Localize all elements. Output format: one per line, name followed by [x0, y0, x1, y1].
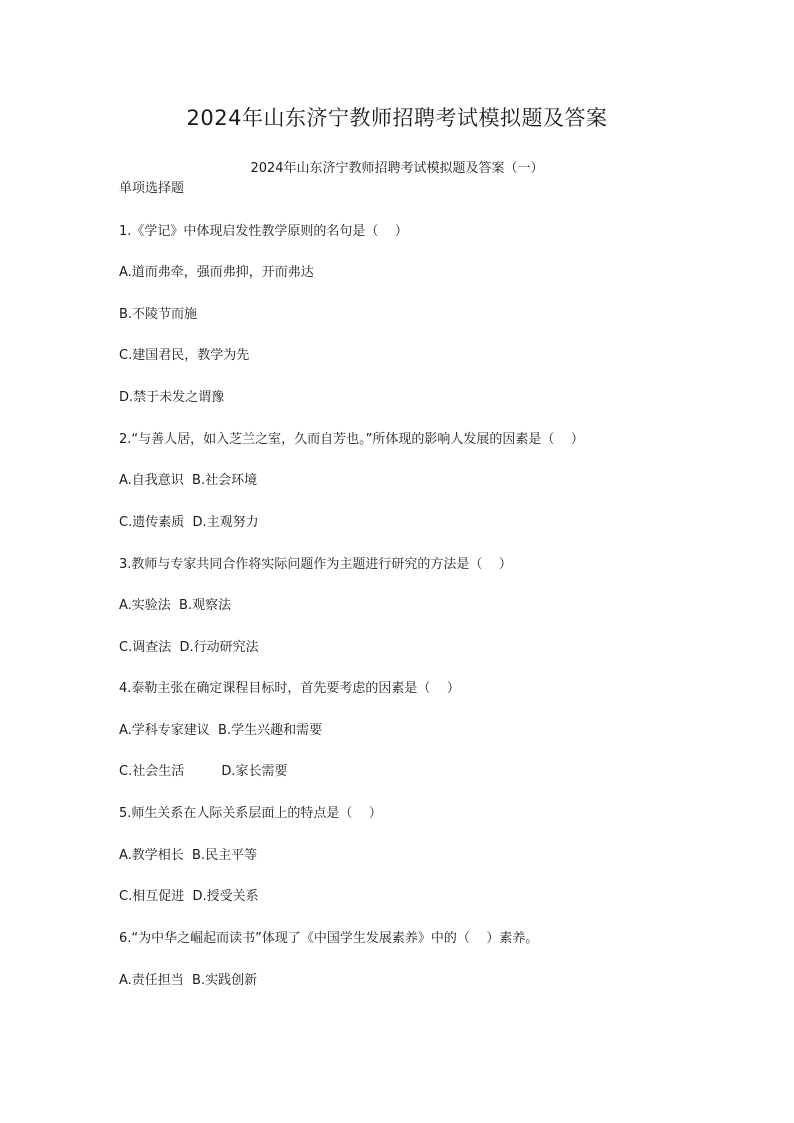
document-title: 2024年山东济宁教师招聘考试模拟题及答案 [186, 106, 608, 130]
question-2-options-cd: C.遗传素质 D.主观努力 [119, 515, 259, 530]
question-4-options-ab: A.学科专家建议 B.学生兴趣和需要 [119, 723, 323, 738]
section-heading: 单项选择题 [119, 181, 185, 196]
question-1-option-c: C.建国君民，教学为先 [119, 348, 250, 363]
question-3-options-cd: C.调查法 D.行动研究法 [119, 640, 259, 655]
question-2-options-ab: A.自我意识 B.社会环境 [119, 473, 258, 488]
document-subtitle: 2024年山东济宁教师招聘考试模拟题及答案（一） [250, 161, 544, 176]
question-4-options-cd: C.社会生活 D.家长需要 [119, 764, 288, 779]
question-1-option-d: D.禁于未发之谓豫 [119, 390, 225, 405]
question-6-options-ab: A.责任担当 B.实践创新 [119, 973, 258, 988]
question-1-option-b: B.不陵节而施 [119, 307, 198, 322]
question-1: 1.《学记》中体现启发性教学原则的名句是（ ） [119, 224, 408, 239]
question-3-options-ab: A.实验法 B.观察法 [119, 598, 232, 613]
question-5: 5.师生关系在人际关系层面上的特点是（ ） [119, 806, 382, 821]
question-4: 4.泰勒主张在确定课程目标时，首先要考虑的因素是（ ） [119, 681, 460, 696]
question-5-options-ab: A.教学相长 B.民主平等 [119, 848, 258, 863]
question-3: 3.教师与专家共同合作将实际问题作为主题进行研究的方法是（ ） [119, 557, 512, 572]
question-6: 6.“为中华之崛起而读书”体现了《中国学生发展素养》中的（ ）素养。 [119, 931, 539, 946]
question-2: 2.“与善人居，如入芝兰之室，久而自芳也。”所体现的影响人发展的因素是（ ） [119, 432, 584, 447]
question-1-option-a: A.道而弗牵，强而弗抑，开而弗达 [119, 265, 314, 280]
question-5-options-cd: C.相互促进 D.授受关系 [119, 889, 259, 904]
